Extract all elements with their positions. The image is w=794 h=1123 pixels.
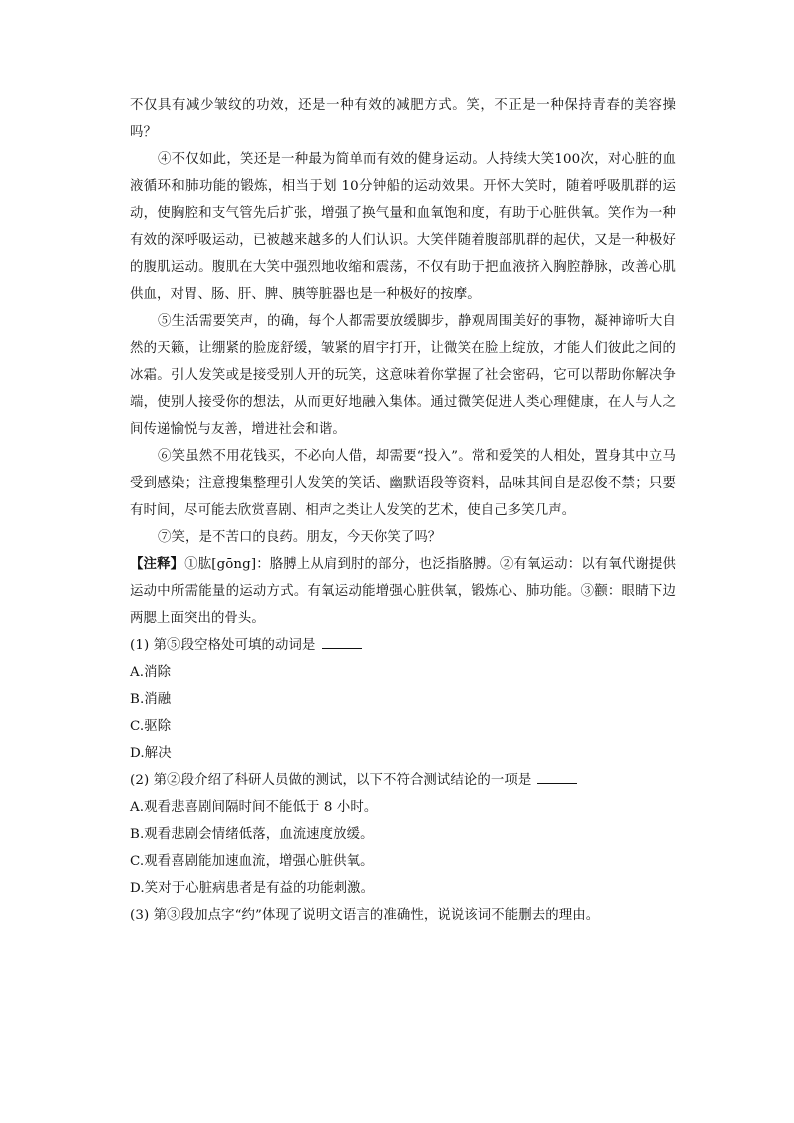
- passage-paragraph-4: ④不仅如此，笑还是一种最为简单而有效的健身运动。人持续大笑100次，对心脏的血液循环和肺功能的锻炼，相当于划 10分钟船的运动效果。开怀大笑时，随着呼吸肌群的运动，使胸腔和支气管先后扩张，增强了换气量和血氧饱和度，有助于心脏供氧。笑作为一种有效的深呼吸运动，已被越来越多的人们认识。大笑伴随着腹部肌群的起伏，又是一种极好的腹肌运动。腹肌在大笑中强烈地收缩和震荡，不仅有助于把血液挤入胸腔静脉，改善心肌供血，对胃、肠、肝、脾、胰等脏器也是一种极好的按摩。: [130, 152, 676, 302]
- question-2-text: (2) 第②段介绍了科研人员做的测试，以下不符合测试结论的一项是: [130, 773, 532, 788]
- question-1-option-b: B.消融: [130, 692, 172, 707]
- question-2-stem: [130, 767, 676, 794]
- answer-blank[interactable]: [537, 768, 577, 784]
- question-1-option-d: D.解决: [130, 746, 172, 761]
- passage-paragraph-5: ⑤生活需要笑声，的确，每个人都需要放缓脚步，静观周围美好的事物，凝神谛听大自然的天籁，让绷紧的脸庞舒缓，皱紧的眉宇打开，让微笑在脸上绽放，才能人们彼此之间的冰霜。引人发笑或是接受别人开的玩笑，这意味着你掌握了社会密码，它可以帮助你解决争端，使别人接受你的想法，从而更好地融入集体。通过微笑促进人类心理健康，在人与人之间传递愉悦与友善，增进社会和谐。: [130, 314, 676, 437]
- question-1-option-a: A.消除: [130, 665, 172, 680]
- question-1-option-c: C.驱除: [130, 719, 172, 734]
- question-2-option-b: B.观看悲剧会情绪低落，血流速度放缓。: [130, 827, 374, 842]
- annotation-text: ①肱[gōng]：胳膊上从肩到肘的部分，也泛指胳膊。②有氧运动：以有氧代谢提供运动中所需能量的运动方式。有氧运动能增强心脏供氧，锻炼心、肺功能。③颧：眼睛下边两腮上面突出的骨头。: [130, 557, 676, 626]
- passage-paragraph-3-tail: 不仅具有减少皱纹的功效，还是一种有效的减肥方式。笑，不正是一种保持青春的美容操吗？: [130, 98, 676, 140]
- question-1-text: (1) 第⑤段空格处可填的动词是: [130, 638, 316, 653]
- answer-blank[interactable]: [322, 633, 362, 649]
- question-3-stem: (3) 第③段加点字“约”体现了说明文语言的准确性，说说该词不能删去的理由。: [130, 908, 600, 923]
- passage-paragraph-7: ⑦笑，是不苦口的良药。朋友，今天你笑了吗？: [158, 530, 442, 545]
- annotation-block: [130, 551, 676, 632]
- question-2-option-a: A.观看悲喜剧间隔时间不能低于 8 小时。: [130, 800, 378, 815]
- question-1-stem: [130, 632, 676, 659]
- document-content: [130, 92, 676, 929]
- question-2-option-c: C.观看喜剧能加速血流，增强心脏供氧。: [130, 854, 374, 869]
- passage-paragraph-6: ⑥笑虽然不用花钱买，不必向人借，却需要“投入”。常和爱笑的人相处，置身其中立马受到感染；注意搜集整理引人发笑的笑话、幽默语段等资料，品味其间自是忍俊不禁；只要有时间，尽可能去欣赏喜剧、相声之类让人发笑的艺术，使自己多笑几声。: [130, 449, 676, 518]
- question-2-option-d: D.笑对于心脏病患者是有益的功能刺激。: [130, 881, 375, 896]
- annotation-label: 【注释】: [130, 556, 185, 572]
